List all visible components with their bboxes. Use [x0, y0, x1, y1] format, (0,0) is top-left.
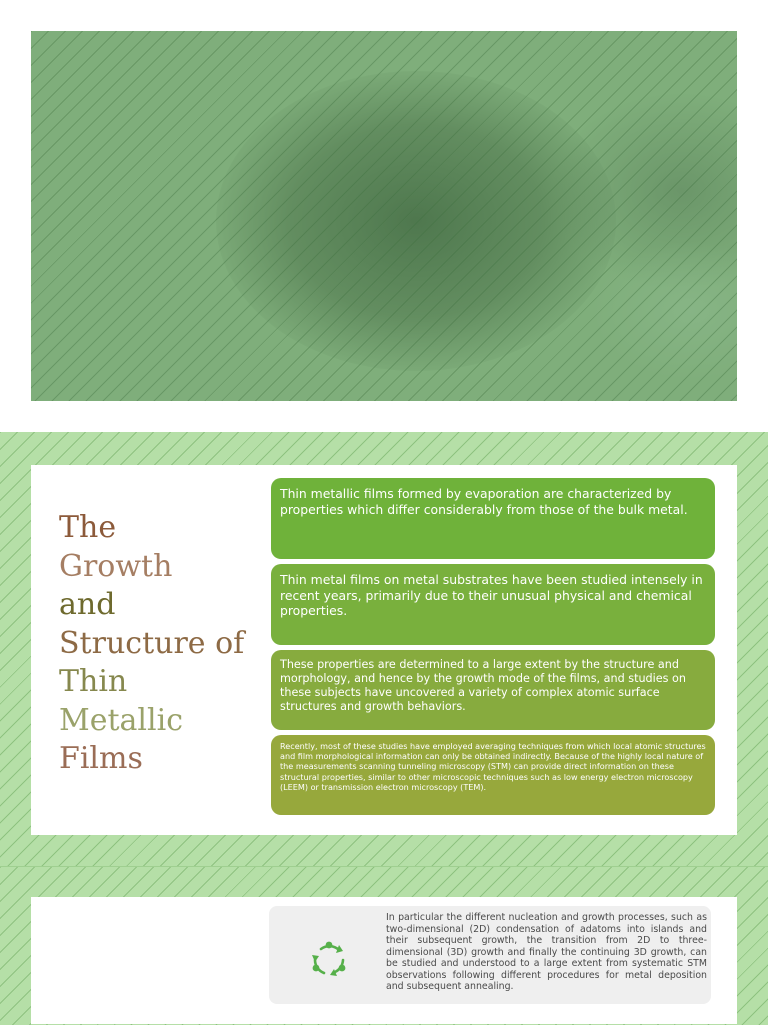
cycle-arrows-icon	[307, 938, 351, 982]
title-line-6: Metallic	[59, 702, 183, 738]
info-box-4: Recently, most of these studies have employed averaging techniques from which local atomic structures and film morphological information can only be obtained indirectly. Because of the highly local nature of the measurements scanning tunneling microscopy (STM) can provide direct information on these structural properties, similar to other microscopic techniques such as low energy electron microscopy (LEEM) or transmission electron microscopy (TEM).	[271, 735, 715, 815]
title-line-1: The	[59, 510, 117, 545]
title-line-2: Growth	[59, 548, 173, 584]
detail-card	[31, 897, 737, 1024]
hero-hatch-overlay	[31, 31, 737, 401]
info-box-3: These properties are determined to a large extent by the structure and morphology, and hence by the growth mode of the films, and studies on these subjects have uncovered a variety of complex atomic surface structures and growth behaviors.	[271, 650, 715, 730]
detail-panel	[269, 906, 711, 1004]
hero-image	[31, 31, 737, 401]
info-box-2: Thin metal films on metal substrates have been studied intensely in recent years, primarily due to their unusual physical and chemical properties.	[271, 564, 715, 645]
title-line-4: Structure of	[59, 625, 245, 661]
title-line-7: Films	[59, 741, 143, 776]
title-line-5: Thin	[59, 664, 128, 699]
detail-paragraph: In particular the different nucleation and growth processes, such as two-dimensional (2D) condensation of adatoms into islands and their subsequent growth, the transition from 2D to three-dimensional (3D) growth and finally the continuing 3D growth, can be studied and understood to a large extent from systematic STM observations following different procedures for metal deposition and subsequent annealing.	[386, 912, 707, 992]
page-title	[59, 509, 259, 779]
intro-card	[31, 465, 737, 835]
info-box-1: Thin metallic films formed by evaporation are characterized by properties which differ considerably from those of the bulk metal.	[271, 478, 715, 559]
title-line-3: and	[59, 587, 116, 622]
